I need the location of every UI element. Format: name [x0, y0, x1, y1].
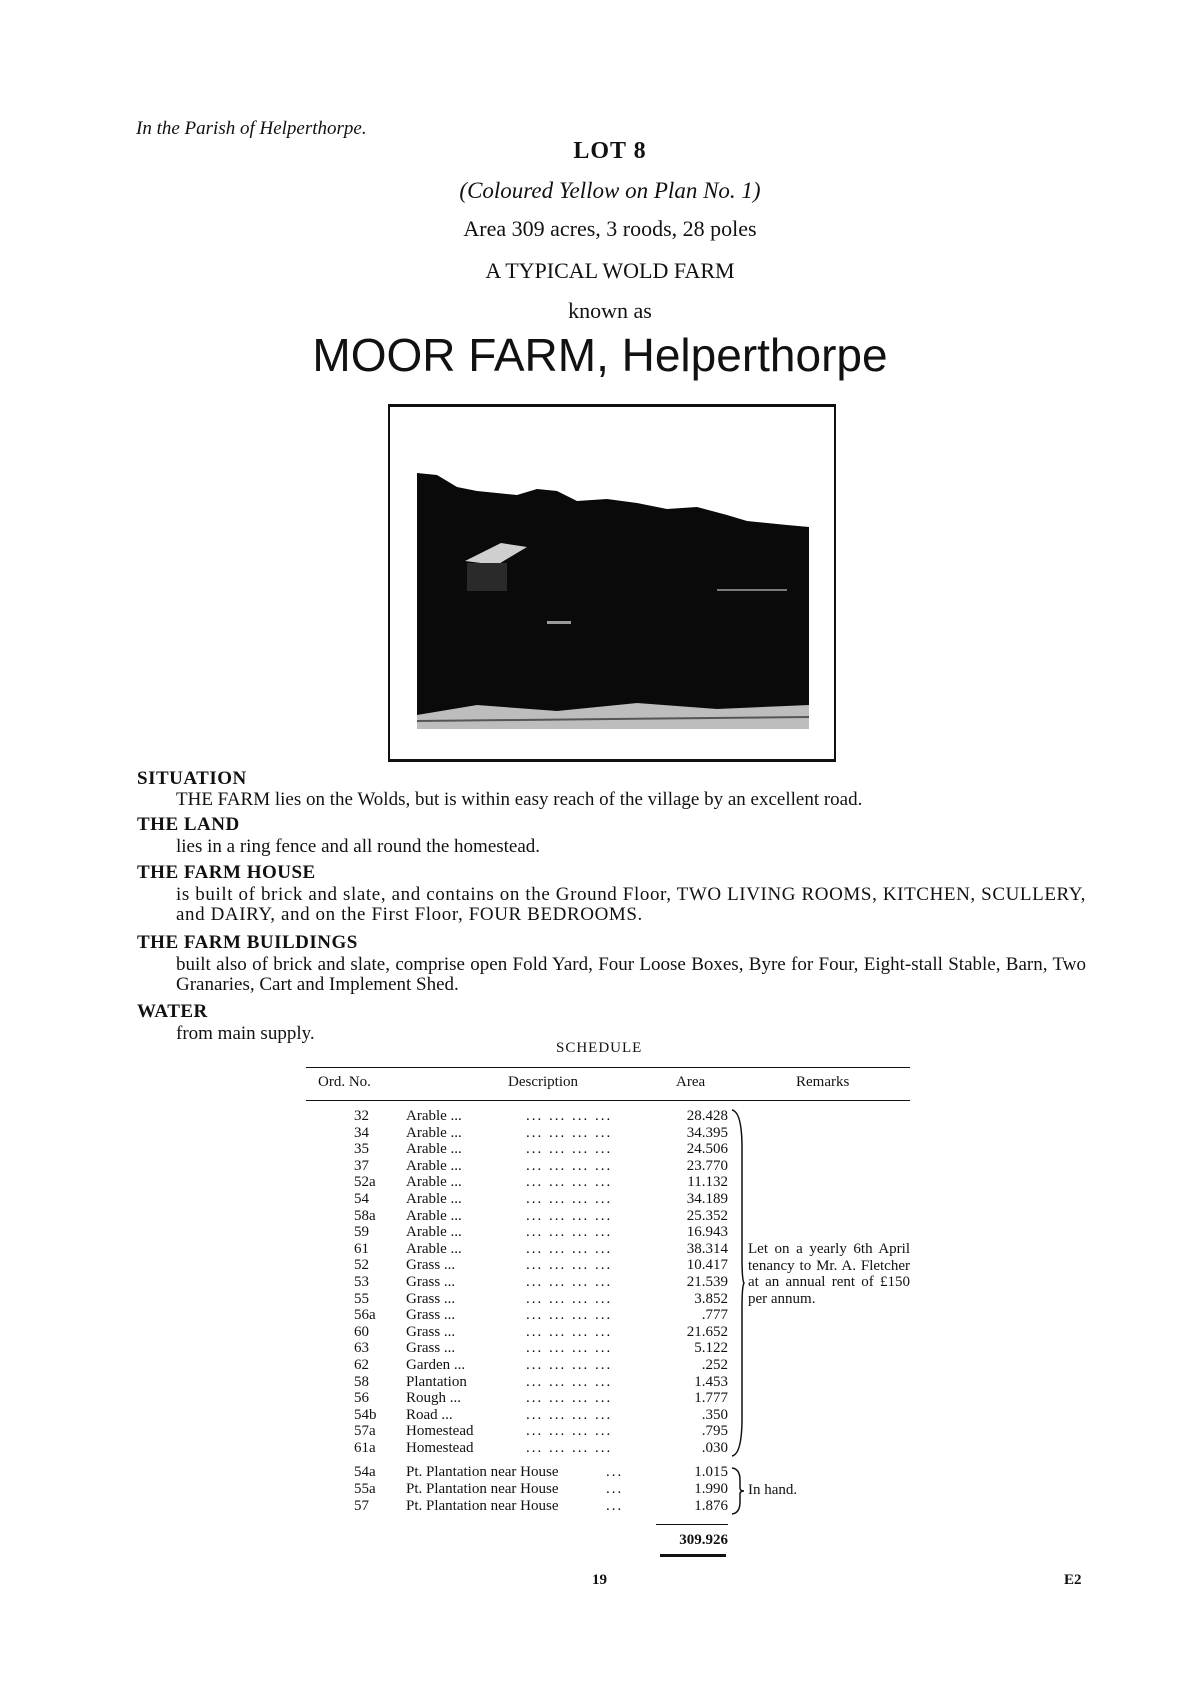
ord-no: 54a: [354, 1464, 376, 1481]
leader-dots: ... ... ... ...: [526, 1240, 613, 1257]
leader-dots: ...: [606, 1497, 624, 1514]
ord-no: 58a: [354, 1207, 376, 1224]
area-value: 34.395: [686, 1124, 728, 1141]
leader-dots: ...: [606, 1481, 624, 1498]
ord-no: 52a: [354, 1174, 376, 1191]
farm-house-text: is built of brick and slate, and contains on the Ground Floor, TWO LIVING ROOMS, KITCHEN, SCULLERY, and DAIRY, and on the First Floor, FOUR BEDROOMS.: [176, 884, 1086, 925]
ord-no: 56: [354, 1390, 369, 1407]
lot-number: LOT 8: [573, 138, 647, 164]
farm-photo-frame: [388, 404, 836, 762]
description: Grass ...: [406, 1290, 456, 1307]
description: Arable ...: [406, 1190, 462, 1207]
ord-no: 61a: [354, 1439, 376, 1456]
leader-dots: ... ... ... ...: [526, 1141, 613, 1158]
ord-no: 32: [354, 1108, 369, 1124]
table-row: [306, 1191, 910, 1208]
description: Arable ...: [406, 1207, 462, 1224]
table-row: [306, 1125, 910, 1142]
ord-no: 34: [354, 1124, 369, 1141]
leader-dots: ... ... ... ...: [526, 1290, 613, 1307]
area-value: 25.352: [686, 1207, 728, 1224]
area-value: 1.453: [694, 1373, 728, 1390]
area-value: .350: [701, 1406, 728, 1423]
ord-no: 55: [354, 1290, 369, 1307]
area-value: .795: [701, 1423, 728, 1440]
table-row: [306, 1158, 910, 1175]
table-row: [306, 1390, 910, 1407]
col-header-description: Description: [508, 1074, 578, 1090]
land-heading: THE LAND: [137, 814, 240, 835]
table-row: [306, 1324, 910, 1341]
ord-no: 57a: [354, 1423, 376, 1440]
description: Arable ...: [406, 1141, 462, 1158]
ord-no: 62: [354, 1356, 369, 1373]
area-value: 3.852: [694, 1290, 728, 1307]
area-value: 11.132: [687, 1174, 728, 1191]
page-reference: E2: [1064, 1572, 1082, 1588]
leader-dots: ... ... ... ...: [526, 1423, 613, 1440]
ord-no: 52: [354, 1257, 369, 1274]
ord-no: 58: [354, 1373, 369, 1390]
leader-dots: ... ... ... ...: [526, 1190, 613, 1207]
table-row: [306, 1374, 910, 1391]
area-value: 34.189: [686, 1190, 728, 1207]
leader-dots: ... ... ... ...: [526, 1224, 613, 1241]
area-value: 21.652: [686, 1323, 728, 1340]
col-header-ord: Ord. No.: [318, 1074, 371, 1090]
description: Arable ...: [406, 1124, 462, 1141]
area-value: 5.122: [694, 1340, 728, 1357]
col-header-remarks: Remarks: [796, 1074, 850, 1090]
description: Arable ...: [406, 1157, 462, 1174]
area-value: 16.943: [686, 1224, 728, 1241]
ord-no: 37: [354, 1157, 369, 1174]
description: Grass ...: [406, 1340, 456, 1357]
ord-no: 54b: [354, 1406, 377, 1423]
row-gap: [306, 1456, 910, 1464]
brace-inhand-group: [730, 1466, 746, 1516]
ord-no: 60: [354, 1323, 369, 1340]
description: Grass ...: [406, 1257, 456, 1274]
leader-dots: ... ... ... ...: [526, 1108, 613, 1124]
leader-dots: ... ... ... ...: [526, 1373, 613, 1390]
schedule-rows: [306, 1108, 910, 1514]
area-value: 1.015: [694, 1464, 728, 1481]
area-value: 1.990: [694, 1481, 728, 1498]
leader-dots: ... ... ... ...: [526, 1307, 613, 1324]
description: Pt. Plantation near House: [406, 1497, 559, 1514]
table-row: [306, 1208, 910, 1225]
leader-dots: ... ... ... ...: [526, 1273, 613, 1290]
leader-dots: ... ... ... ...: [526, 1157, 613, 1174]
table-row: [306, 1108, 910, 1125]
area-value: 28.428: [686, 1108, 728, 1124]
table-row: [306, 1141, 910, 1158]
ord-no: 53: [354, 1273, 369, 1290]
lot-area: Area 309 acres, 3 roods, 28 poles: [463, 216, 757, 241]
land-text: lies in a ring fence and all round the homestead.: [176, 836, 541, 857]
area-value: 1.777: [694, 1390, 728, 1407]
table-row: [306, 1340, 910, 1357]
area-value: .777: [701, 1307, 728, 1324]
table-row: [306, 1357, 910, 1374]
total-double-rule: [660, 1554, 726, 1557]
area-value: 1.876: [694, 1497, 728, 1514]
description: Pt. Plantation near House: [406, 1481, 559, 1498]
parish-note: In the Parish of Helperthorpe.: [136, 118, 367, 139]
schedule-title: SCHEDULE: [556, 1040, 643, 1056]
page-number: 19: [592, 1572, 607, 1588]
description: Grass ...: [406, 1307, 456, 1324]
table-row: [306, 1307, 910, 1324]
description: Grass ...: [406, 1273, 456, 1290]
ord-no: 63: [354, 1340, 369, 1357]
total-rule: [656, 1524, 728, 1525]
remark-let-tenancy: Let on a yearly 6th April tenancy to Mr. A. Fletcher at an annual rent of £150 per annum.: [748, 1241, 910, 1307]
ord-no: 57: [354, 1497, 369, 1514]
description: Plantation: [406, 1373, 467, 1390]
leader-dots: ... ... ... ...: [526, 1124, 613, 1141]
water-text: from main supply.: [176, 1023, 315, 1044]
area-value: 10.417: [686, 1257, 728, 1274]
table-row: [306, 1481, 910, 1498]
schedule-top-rule: [306, 1067, 910, 1068]
description: Arable ...: [406, 1240, 462, 1257]
schedule-total: 309.926: [679, 1532, 728, 1548]
farm-type: A TYPICAL WOLD FARM: [485, 258, 735, 283]
area-value: .252: [701, 1356, 728, 1373]
ord-no: 56a: [354, 1307, 376, 1324]
description: Arable ...: [406, 1174, 462, 1191]
area-value: 23.770: [686, 1157, 728, 1174]
leader-dots: ... ... ... ...: [526, 1390, 613, 1407]
description: Road ...: [406, 1406, 453, 1423]
leader-dots: ...: [606, 1464, 624, 1481]
remark-in-hand: In hand.: [748, 1482, 798, 1498]
description: Arable ...: [406, 1224, 462, 1241]
table-row: [306, 1464, 910, 1481]
area-value: 24.506: [686, 1141, 728, 1158]
schedule-header-rule: [306, 1100, 910, 1101]
leader-dots: ... ... ... ...: [526, 1257, 613, 1274]
area-value: 21.539: [686, 1273, 728, 1290]
leader-dots: ... ... ... ...: [526, 1323, 613, 1340]
farm-buildings-text: built also of brick and slate, comprise open Fold Yard, Four Loose Boxes, Byre for Four, Eight-stall Stable, Barn, Two Granaries, Cart and Implement Shed.: [176, 954, 1086, 995]
ord-no: 61: [354, 1240, 369, 1257]
situation-text: THE FARM lies on the Wolds, but is within easy reach of the village by an excellent road.: [176, 789, 863, 810]
leader-dots: ... ... ... ...: [526, 1406, 613, 1423]
water-heading: WATER: [137, 1001, 208, 1022]
table-row: [306, 1423, 910, 1440]
table-row: [306, 1498, 910, 1515]
farm-house-heading: THE FARM HOUSE: [137, 862, 316, 883]
description: Grass ...: [406, 1323, 456, 1340]
table-row: [306, 1407, 910, 1424]
ord-no: 55a: [354, 1481, 376, 1498]
description: Pt. Plantation near House: [406, 1464, 559, 1481]
leader-dots: ... ... ... ...: [526, 1174, 613, 1191]
description: Homestead: [406, 1439, 474, 1456]
table-row: [306, 1440, 910, 1457]
leader-dots: ... ... ... ...: [526, 1207, 613, 1224]
situation-heading: SITUATION: [137, 768, 247, 789]
table-row: [306, 1174, 910, 1191]
farm-photo: [417, 465, 809, 729]
description: Arable ...: [406, 1108, 462, 1124]
description: Rough ...: [406, 1390, 462, 1407]
description: Homestead: [406, 1423, 474, 1440]
plan-colour-note: (Coloured Yellow on Plan No. 1): [459, 178, 761, 203]
ord-no: 59: [354, 1224, 369, 1241]
leader-dots: ... ... ... ...: [526, 1439, 613, 1456]
area-value: .030: [701, 1439, 728, 1456]
ord-no: 54: [354, 1190, 369, 1207]
description: Garden ...: [406, 1356, 466, 1373]
known-as: known as: [568, 298, 652, 323]
col-header-area: Area: [676, 1074, 706, 1090]
farm-buildings-heading: THE FARM BUILDINGS: [137, 932, 358, 953]
table-row: [306, 1224, 910, 1241]
ord-no: 35: [354, 1141, 369, 1158]
farm-name: MOOR FARM, Helperthorpe: [312, 329, 888, 381]
brace-let-group: [730, 1108, 746, 1458]
leader-dots: ... ... ... ...: [526, 1340, 613, 1357]
leader-dots: ... ... ... ...: [526, 1356, 613, 1373]
area-value: 38.314: [686, 1240, 728, 1257]
